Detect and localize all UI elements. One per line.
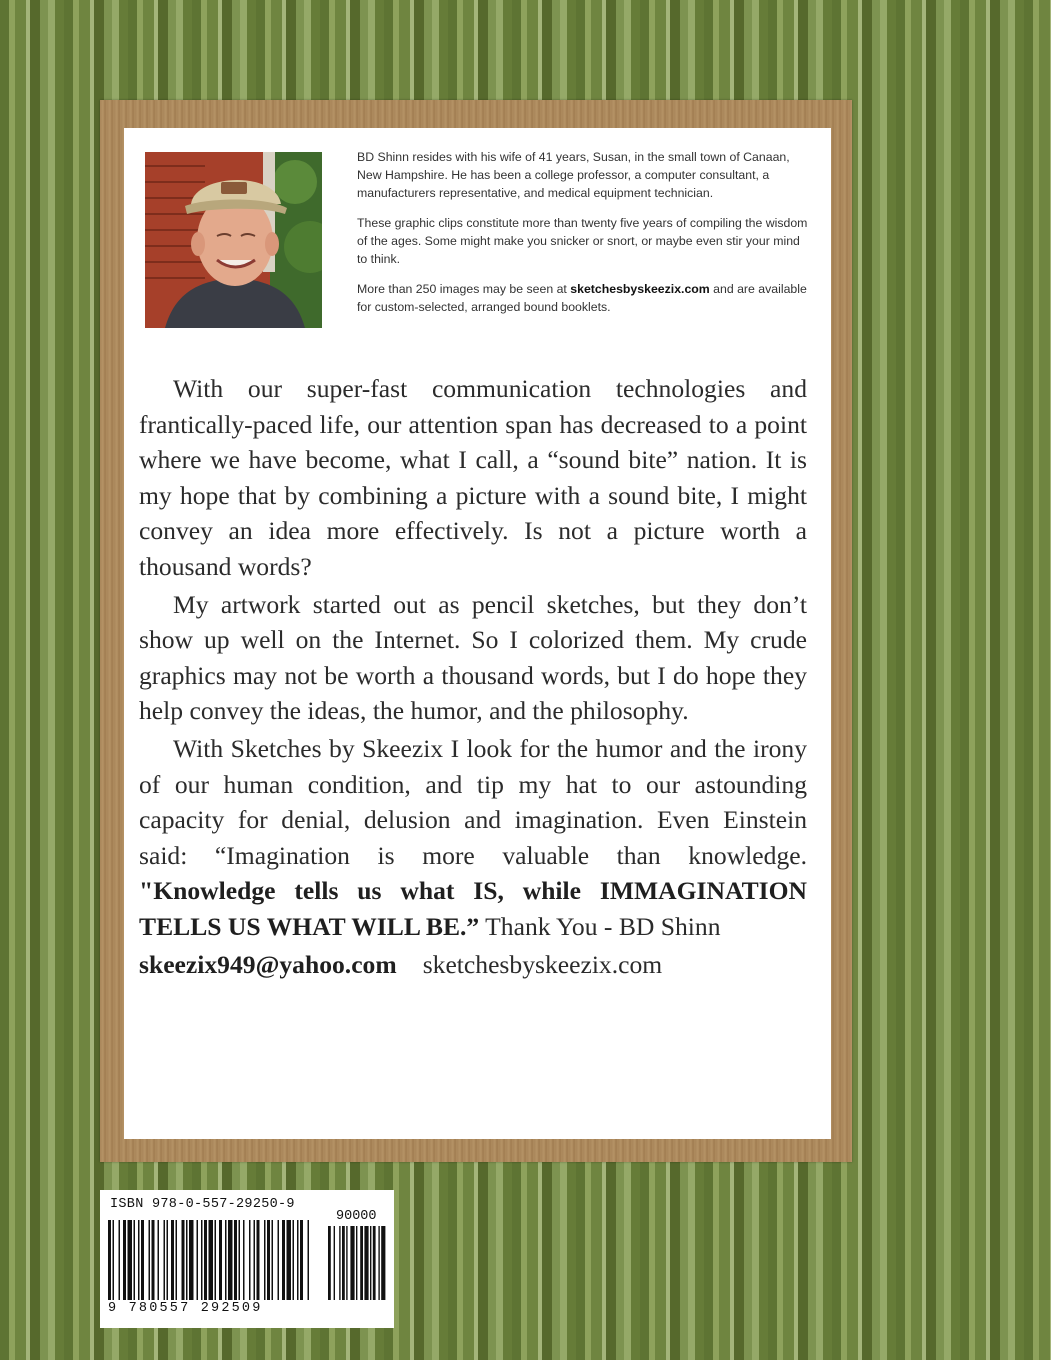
email-address[interactable]: skeezix949@yahoo.com	[139, 949, 397, 979]
contact-line	[139, 947, 807, 983]
price-code: 90000	[336, 1209, 377, 1224]
main-paragraph-2: My artwork started out as pencil sketches, but they don’t show up well on the Internet. So I colorized them. My crude graphics may not be worth a thousand words, but I do hope they help convey the ideas, the humor, and the philosophy.	[139, 589, 807, 726]
author-portrait-illustration	[145, 152, 322, 328]
main-paragraph-1: With our super-fast communication technologies and frantically-paced life, our attention span has decreased to a point where we have become, what I call, a “sound bite” nation. It is my hope that by combining a picture with a sound bite, I might convey an idea more effectively. Is not a picture worth a thousand words?	[139, 374, 807, 581]
bio-paragraph-3-start: More than 250 images may be seen at	[357, 282, 571, 296]
bio-website-link[interactable]: sketchesbyskeezix.com	[570, 282, 710, 296]
einstein-quote: "Knowledge tells us what IS, while IMMAGINATION TELLS US WHAT WILL BE.”	[139, 876, 807, 941]
bio-paragraph-2: These graphic clips constitute more than twenty five years of compiling the wisdom of the ages. Some might make you snicker or snort, or maybe even stir your mind to think.	[357, 216, 808, 266]
bio-paragraph-3	[357, 280, 809, 316]
bio-paragraph-1: BD Shinn resides with his wife of 41 years, Susan, in the small town of Canaan, New Hampshire. He has been a college professor, a computer consultant, a manufacturers representative, and medical equipment technician.	[357, 150, 790, 200]
website-address[interactable]: sketchesbyskeezix.com	[422, 949, 663, 979]
main-paragraph-3-intro: With Sketches by Skeezix I look for the humor and the irony of our human condition, and tip my hat to our astounding capacity for denial, delusion and imagination. Even Einstein said: “Imagination is more valuable than knowledge.	[139, 733, 807, 870]
main-text	[139, 371, 807, 982]
bio-paragraph-3-end: and are available for custom-selected, arranged bound booklets.	[357, 282, 807, 314]
signoff: Thank You - BD Shinn	[479, 911, 721, 941]
author-photo	[145, 152, 322, 328]
isbn-text: ISBN 978-0-557-29250-9	[110, 1197, 295, 1212]
author-bio	[357, 148, 809, 328]
barcode-box	[100, 1190, 394, 1328]
main-paragraph-3	[139, 731, 807, 945]
barcode-icon	[108, 1212, 386, 1302]
ean-digits: 9 780557 292509	[108, 1301, 263, 1316]
